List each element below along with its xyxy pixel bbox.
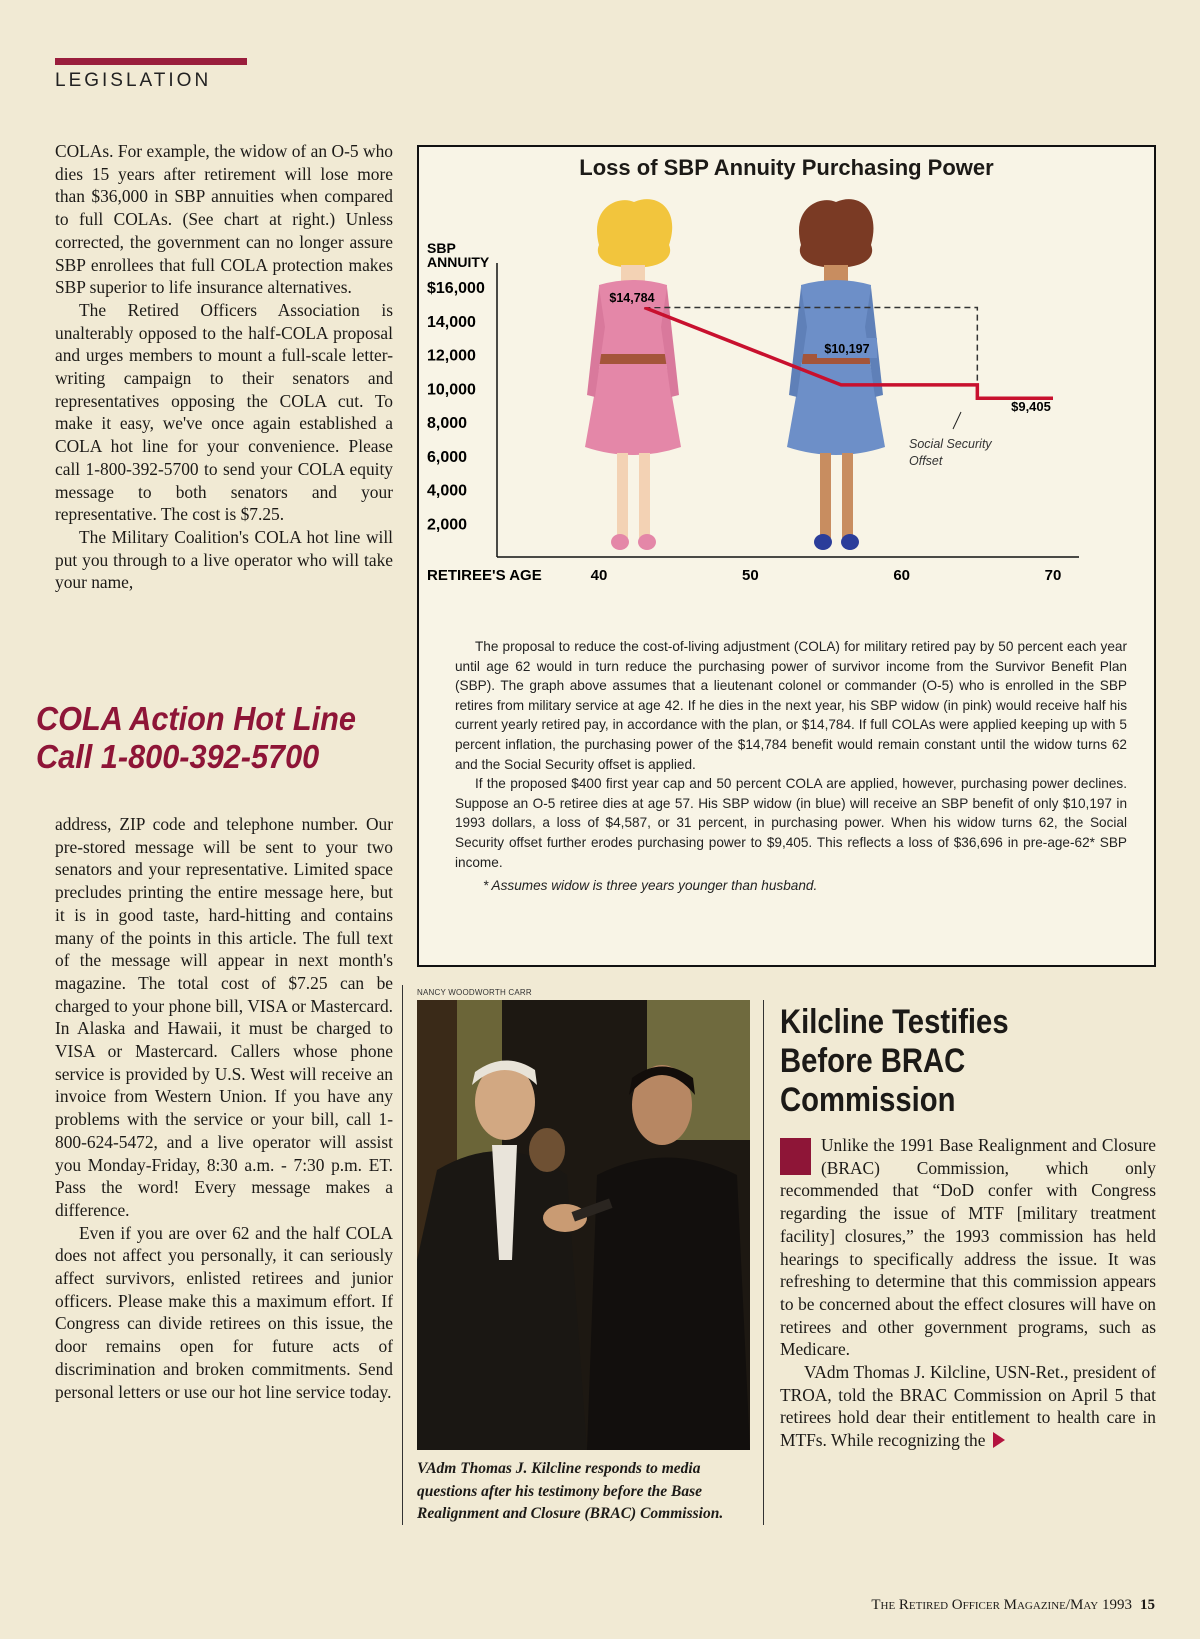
y-axis-label-2: ANNUITY <box>427 254 490 270</box>
y-tick-labels <box>427 280 485 533</box>
label-half: $10,197 <box>824 342 870 356</box>
headline-line: Commission <box>780 1081 956 1119</box>
y-tick-label: $16,000 <box>427 280 485 297</box>
x-axis-label: RETIREE'S AGE <box>427 567 542 584</box>
annotation-line-1: Social Security <box>909 437 992 451</box>
photo <box>417 1000 750 1450</box>
annotation-line-2: Offset <box>909 454 943 468</box>
paragraph: COLAs. For example, the widow of an O-5 who dies 15 years after retirement will lose more than $36,000 in SBP annuities when compared to full COLAs. (See chart at right.) Unless corrected, the government can no longer assure SBP enrollees that full COLA protection makes SBP superior to life insurance alternatives. <box>55 141 393 298</box>
shoe-pink-right <box>638 534 656 550</box>
shoe-blue-left <box>814 534 832 550</box>
paragraph-text: VAdm Thomas J. Kilcline, USN-Ret., president of TROA, told the BRAC Commission on April 5 that retirees hold dear their entitlement to health care in MTFs. While recognizing the <box>780 1362 1156 1451</box>
leg-blue-left <box>820 453 831 538</box>
shoe-blue-right <box>841 534 859 550</box>
photo-bystander-head <box>529 1128 565 1172</box>
widow-pink-figure <box>585 199 681 550</box>
leg-pink-right <box>639 453 650 538</box>
x-tick-label: 60 <box>893 567 911 584</box>
chart-title: Loss of SBP Annuity Purchasing Power <box>579 155 994 180</box>
hair-blue <box>799 199 873 267</box>
page-number: 15 <box>1140 1597 1155 1613</box>
page-footer <box>871 1597 1155 1614</box>
y-tick-label: 14,000 <box>427 313 476 331</box>
y-tick-label: 4,000 <box>427 482 468 500</box>
label-full: $14,784 <box>609 291 655 305</box>
chart-box <box>417 145 1156 967</box>
leg-blue-right <box>842 453 853 538</box>
continue-arrow-icon <box>993 1432 1005 1448</box>
paragraph: Even if you are over 62 and the half COLA does not affect you personally, it can seriously affect survivors, enlisted retirees and junior officers. Please make this a maximum effort. If Congress can divide retirees on this issue, the door remains open for future acts of discrimination and broken commitments. Send personal letters or use our hot line service today. <box>55 1222 393 1402</box>
y-axis-label-1: SBP <box>427 240 456 256</box>
hotline-line-2: Call 1-800-392-5700 <box>36 738 320 775</box>
annotation-pointer <box>953 412 961 429</box>
section-rule <box>55 58 247 65</box>
y-tick-label: 6,000 <box>427 448 468 466</box>
paragraph: address, ZIP code and telephone number. Our pre-stored message will be sent to your two senators and your representative. Limited space precludes printing the entire message here, but it is in good taste, hard-hitting and contains many of the points in this article. The full text of the message will appear in next month's magazine. The total cost of $7.25 can be charged to your phone bill, VISA or Mastercard. In Alaska and Hawaii, it must be charged to VISA or Mastercard. Callers whose phone service is provided by U.S. West will receive an invoice from Western Union. If you have any problems with the service or your bill, call 1-800-624-5472, and a live operator will assist you Monday-Friday, 8:30 a.m. - 7:30 p.m. ET. Pass the word! Every message makes a difference. <box>55 814 393 1220</box>
leg-pink-left <box>617 453 628 538</box>
x-tick-labels <box>591 567 1062 584</box>
hotline-callout <box>36 700 380 776</box>
paragraph: The Military Coalition's COLA hot line will put you through to a live operator who will take your name, <box>55 526 393 593</box>
photo-illustration <box>417 1000 750 1450</box>
paragraph: The Retired Officers Association is unalterably opposed to the half-COLA proposal and urges members to mount a full-scale letter-writing campaign to their senators and representatives opposing the COLA cut. To make it easy, we've once again established a COLA hot line for your convenience. Please call 1-800-392-5700 to send your COLA equity message to both senators and your representative. The cost is $7.25. <box>55 299 393 525</box>
drop-square <box>780 1138 811 1175</box>
paragraph <box>780 1361 1156 1452</box>
article-column-right <box>780 1134 1156 1534</box>
hair-pink <box>597 199 672 267</box>
y-tick-label: 12,000 <box>427 347 476 365</box>
label-offset: $9,405 <box>1011 399 1051 414</box>
section-label: LEGISLATION <box>55 70 212 91</box>
x-tick-label: 70 <box>1044 567 1062 584</box>
shoe-pink-left <box>611 534 629 550</box>
caption-paragraph: If the proposed $400 first year cap and 50 percent COLA are applied, however, purchasing power declines. Suppose an O-5 retiree dies at age 57. His SBP widow (in blue) will receive an SBP benefit of only $10,197 in 1993 dollars, a loss of $4,587, or 31 percent, in purchasing power. When his widow turns 62, the Social Security offset further erodes purchasing power to $9,405. This reflects a loss of $36,696 in pre-age-62* SBP income. <box>455 776 1127 870</box>
widow-blue-figure <box>787 199 885 550</box>
y-tick-label: 10,000 <box>427 381 476 399</box>
photo-man-right-suit <box>587 1158 750 1451</box>
y-tick-label: 2,000 <box>427 516 468 534</box>
column-rule <box>402 985 403 1525</box>
paragraph-text: Unlike the 1991 Base Realignment and Closure (BRAC) Commission, which only recommended that “DoD confer with Congress regarding the issue of MTF [military treatment facility] closures,” the 1993 commission has held hearings to specifically address the issue. It was refreshing to determine that this commission appears to be concerned about the effect closures will have on retirees and other government programs, such as Medicare. <box>780 1135 1156 1360</box>
photo-caption: VAdm Thomas J. Kilcline responds to media questions after his testimony before the Base Realignment and Closure (BRAC) Commission. <box>417 1460 724 1523</box>
x-tick-label: 40 <box>590 567 608 584</box>
column-rule <box>763 1000 764 1525</box>
hotline-line-1: COLA Action Hot Line <box>36 700 356 737</box>
belt-pink <box>599 354 667 364</box>
chart-caption <box>455 637 1127 896</box>
photo-credit: NANCY WOODWORTH CARR <box>417 988 532 997</box>
article-column-top <box>55 140 393 675</box>
headline-line: Before BRAC <box>780 1042 966 1080</box>
caption-paragraph: The proposal to reduce the cost-of-living adjustment (COLA) for military retired pay by 50 percent each year until age 62 would in turn reduce the purchasing power of survivor income from the Survivor Benefit Plan (SBP). The graph above assumes that a lieutenant colonel or commander (O-5) who is enrolled in the SBP retires from military service at age 42. If he dies in the next year, his SBP widow (in pink) would receive half his current yearly retired pay, in accordance with the plan, or $14,784. If full COLAs were applied keeping up with 5 percent inflation, the purchasing power of the $14,784 benefit would remain constant until the widow turns 62 and the Social Security offset is applied. <box>455 639 1127 772</box>
article-column-bottom <box>55 813 393 1535</box>
footer-magazine: The Retired Officer Magazine/May 1993 <box>871 1597 1132 1613</box>
paragraph-lead <box>780 1134 1156 1361</box>
x-tick-label: 50 <box>741 567 759 584</box>
article-headline <box>780 1003 1107 1120</box>
caption-footnote: * Assumes widow is three years younger than husband. <box>483 878 818 894</box>
chart-svg <box>419 147 1158 627</box>
headline-line: Kilcline Testifies <box>780 1003 1009 1041</box>
y-tick-label: 8,000 <box>427 415 468 432</box>
